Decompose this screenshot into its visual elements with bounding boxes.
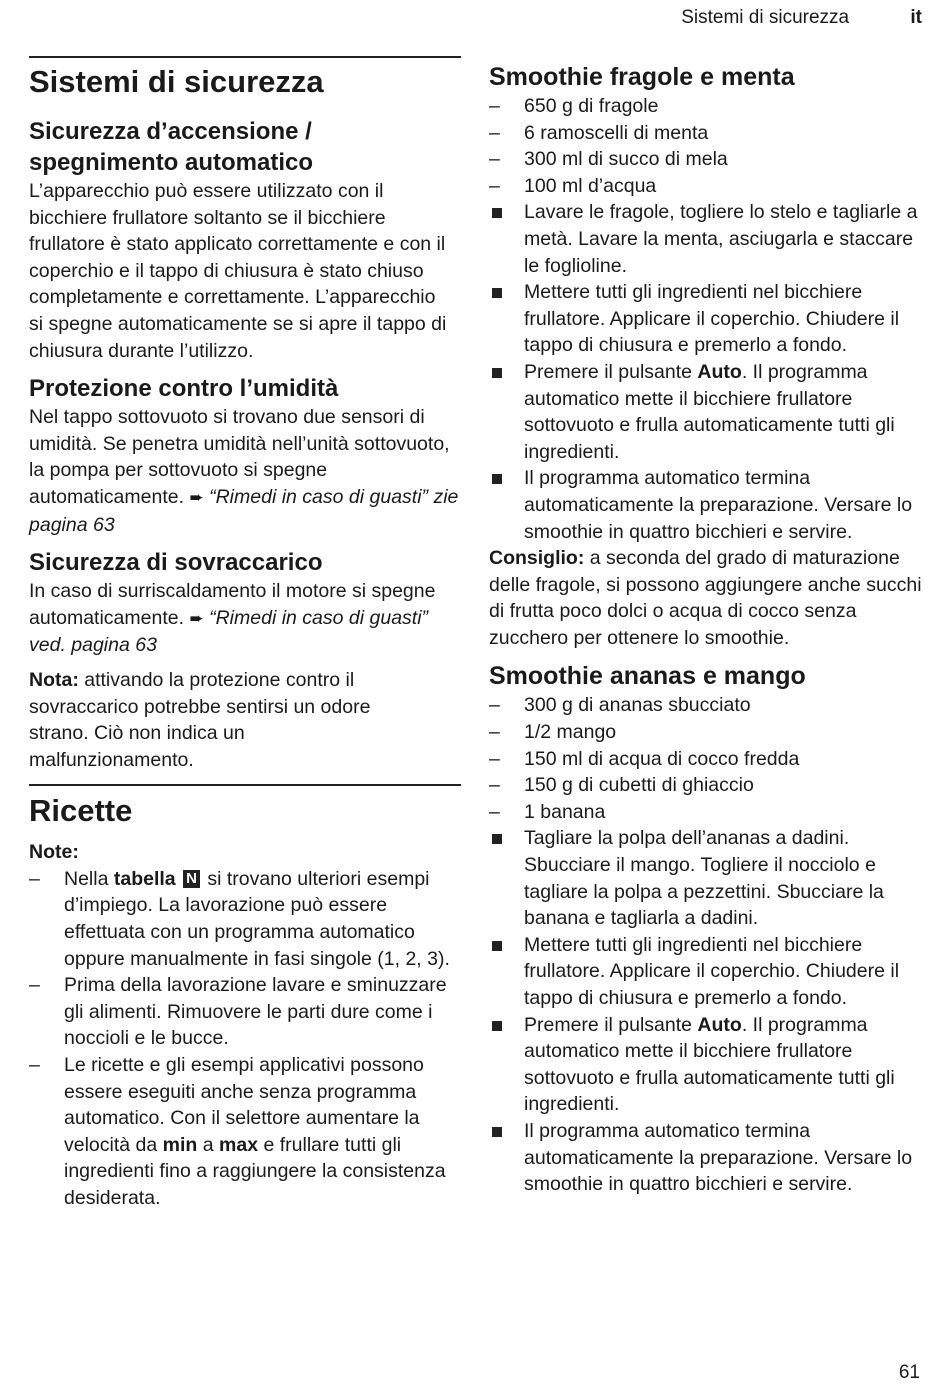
ingredient-item: – 100 ml d’acqua <box>489 173 929 200</box>
list-item: – Le ricette e gli esempi applicativi possono essere eseguiti anche senza programma automatico. Con il selettore aumentare la velocità da min a max e frullare tutti gli ingredienti fino a raggiungere la consistenza desiderata. <box>29 1052 461 1212</box>
tip-paragraph: Consiglio: a seconda del grado di maturazione delle fragole, si possono aggiungere anche succhi di frutta poco dolci o acqua di cocco senza zucchero per ottenere lo smoothie. <box>489 547 922 649</box>
note-paragraph: Nota: attivando la protezione contro il sovraccarico potrebbe sentirsi un odore strano. Ciò non indica un malfunzionamento. <box>29 668 371 771</box>
list-item: – Prima della lavorazione lavare e sminuzzare gli alimenti. Rimuovere le parti dure come i noccioli e le bucce. <box>29 972 461 1052</box>
cross-reference: “Rimedi in caso di guasti” ved. pagina 63 <box>29 606 429 657</box>
list-item: – Nella tabella N si trovano ulteriori esempi d’impiego. La lavorazione può essere effettuata con un programma automatico oppure manualmente in fasi singole (1, 2, 3). <box>29 866 461 972</box>
ingredient-item: – 300 g di ananas sbucciato <box>489 692 929 719</box>
recipe-title: Smoothie fragole e menta <box>489 63 795 91</box>
arrow-icon: ➨ <box>189 487 204 507</box>
step-item: Il programma automatico termina automaticamente la preparazione. Versare lo smoothie in quattro bicchieri e servire. <box>489 1118 929 1198</box>
ingredient-item: – 1 banana <box>489 799 929 826</box>
steps-list <box>489 825 929 1197</box>
header-language: it <box>910 7 922 28</box>
section-title: Sistemi di sicurezza <box>29 64 324 99</box>
step-item: Lavare le fragole, togliere lo stelo e tagliarle a metà. Lavare la menta, asciugarla e staccare le foglioline. <box>489 199 929 279</box>
step-item: Il programma automatico termina automaticamente la preparazione. Versare lo smoothie in quattro bicchieri e servire. <box>489 465 929 545</box>
subsection-heading: Sicurezza di sovraccarico <box>29 549 323 577</box>
notes-list <box>29 866 461 1212</box>
step-item: Premere il pulsante Auto. Il programma automatico mette il bicchiere frullatore sottovuoto e frulla automaticamente tutti gli ingredienti. <box>489 1012 929 1118</box>
tip-label: Consiglio: <box>489 547 585 570</box>
notes-label: Note: <box>29 841 79 864</box>
step-item: Mettere tutti gli ingredienti nel bicchiere frullatore. Applicare il coperchio. Chiudere il tappo di chiusura e premerlo a fondo. <box>489 279 929 359</box>
paragraph: Nel tappo sottovuoto si trovano due sensori di umidità. Se penetra umidità nell’unità sottovuoto, la pompa per sottovuoto si spegne automaticamente. ➨ “Rimedi in caso di guasti” zie pagina 63 <box>29 406 459 536</box>
ingredient-item: – 650 g di fragole <box>489 93 929 120</box>
ingredient-item: – 150 ml di acqua di cocco fredda <box>489 746 929 773</box>
steps-list <box>489 199 929 545</box>
ingredients-list <box>489 692 929 825</box>
ingredient-item: – 150 g di cubetti di ghiaccio <box>489 772 929 799</box>
section-rule <box>29 56 461 58</box>
ingredient-item: – 1/2 mango <box>489 719 929 746</box>
table-n-badge: N <box>183 870 200 888</box>
paragraph: L’apparecchio può essere utilizzato con il bicchiere frullatore soltanto se il bicchiere frullatore è stato applicato correttamente e con il coperchio e il tappo di chiusura è stato chiuso completamente e correttamente. L’apparecchio si spegne automaticamente se si apre il tappo di chiusura durante l’utilizzo. <box>29 180 447 362</box>
step-item: Premere il pulsante Auto. Il programma automatico mette il bicchiere frullatore sottovuoto e frulla automaticamente tutti gli ingredienti. <box>489 359 929 465</box>
step-item: Tagliare la polpa dell’ananas a dadini. Sbucciare il mango. Togliere il nocciolo e tagliare la polpa a pezzettini. Sbucciare la banana e tagliarla a dadini. <box>489 825 929 931</box>
page-number: 61 <box>898 1362 920 1383</box>
subsection-heading: Sicurezza d’accensione / spegnimento automatico <box>29 118 314 176</box>
note-label: Nota: <box>29 668 79 691</box>
section-title: Ricette <box>29 793 133 829</box>
subsection-heading: Protezione contro l’umidità <box>29 375 339 403</box>
ingredients-list <box>489 93 929 199</box>
ingredient-item: – 6 ramoscelli di menta <box>489 120 929 147</box>
ingredient-item: – 300 ml di succo di mela <box>489 146 929 173</box>
header-section-title: Sistemi di sicurezza <box>681 7 850 28</box>
cross-reference: “Rimedi in caso di guasti” zie pagina 63 <box>29 485 459 536</box>
paragraph: In caso di surriscaldamento il motore si spegne automaticamente. ➨ “Rimedi in caso di guasti” ved. pagina 63 <box>29 580 436 657</box>
left-column <box>29 56 461 1212</box>
step-item: Mettere tutti gli ingredienti nel bicchiere frullatore. Applicare il coperchio. Chiudere il tappo di chiusura e premerlo a fondo. <box>489 932 929 1012</box>
running-header <box>681 7 922 29</box>
arrow-icon: ➨ <box>189 608 204 628</box>
right-column <box>489 62 929 1198</box>
section-rule <box>29 784 461 786</box>
recipe-title: Smoothie ananas e mango <box>489 662 806 691</box>
